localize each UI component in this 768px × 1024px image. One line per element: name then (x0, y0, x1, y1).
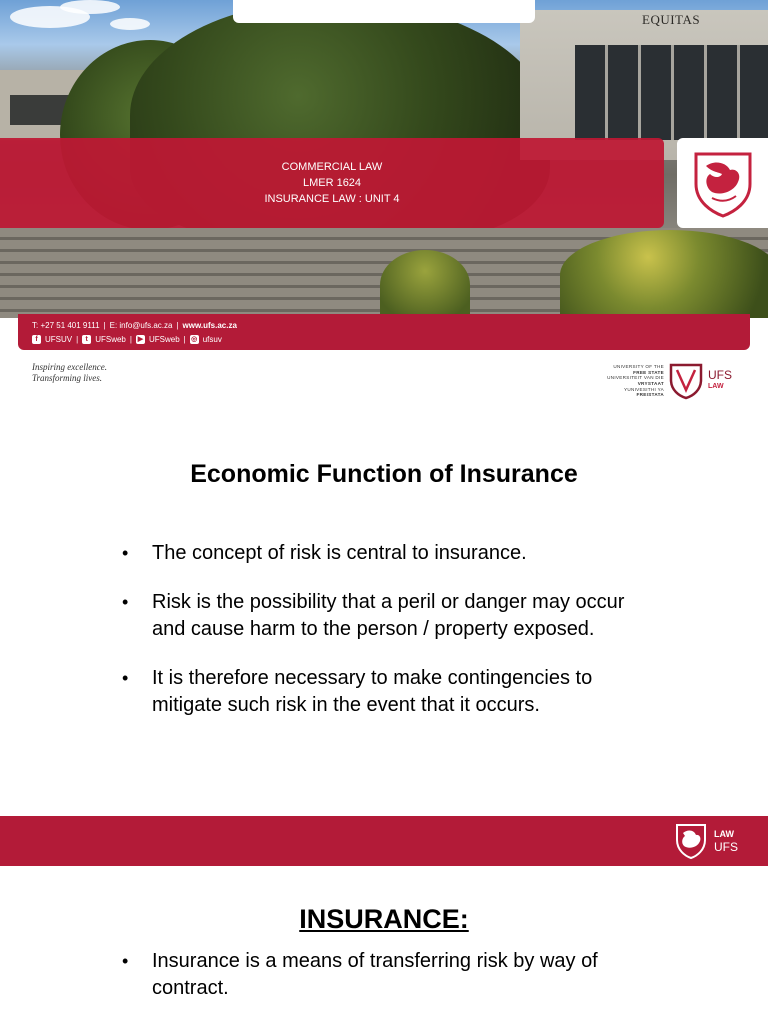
uni-line: VRYSTAAT (637, 381, 664, 386)
youtube-handle[interactable]: UFSweb (148, 334, 180, 344)
slogan-line-1: Inspiring excellence. (32, 362, 107, 372)
ufs-law-logo (590, 361, 750, 401)
uni-line: FREISTATA (636, 392, 664, 398)
building-sign: EQUITAS (642, 12, 701, 27)
bullet-list (120, 948, 660, 1024)
list-item: • Risk is the possibility that a peril or danger may occur and cause harm to the person / property exposed. (120, 589, 660, 643)
slogan (32, 362, 107, 384)
bullet-list (120, 540, 660, 741)
instagram-handle[interactable]: ufsuv (202, 334, 222, 344)
band-logo-ufs: UFS (714, 840, 738, 854)
instagram-icon: ◎ (191, 335, 198, 343)
economic-function-slide (0, 410, 768, 816)
uni-line: FREE STATE (633, 369, 664, 375)
contact-bar: T: +27 51 401 9111 | E: info@ufs.ac.za | www.ufs.ac.za f UFSUV | t UFSweb | ▶ UFSweb | ◎ ufsuv (18, 314, 750, 350)
brand-name: UFS (708, 368, 732, 382)
phone-number: T: +27 51 401 9111 (32, 320, 100, 330)
crest-logo (677, 138, 768, 228)
twitter-handle[interactable]: UFSweb (95, 334, 126, 344)
top-tab (233, 0, 535, 23)
list-item: • It is therefore necessary to make contingencies to mitigate such risk in the event that it occurs. (120, 665, 660, 719)
facebook-icon: f (32, 335, 41, 344)
email-address[interactable]: E: info@ufs.ac.za (109, 320, 173, 330)
shield-icon (690, 148, 756, 218)
law-ufs-logo (674, 822, 738, 860)
brand-faculty: LAW (708, 383, 724, 390)
insurance-slide (0, 866, 768, 1024)
course-name: COMMERCIAL LAW (281, 161, 383, 173)
slogan-line-2: Transforming lives. (32, 373, 103, 383)
youtube-icon: ▶ (137, 335, 144, 343)
band-logo-law: LAW (714, 829, 734, 839)
uni-line: YUNIVESITHI YA (623, 386, 664, 392)
facebook-handle[interactable]: UFSUV (45, 334, 73, 344)
title-band (0, 138, 664, 228)
course-code: LMER 1624 (302, 177, 362, 189)
slide-heading: INSURANCE: (299, 904, 469, 934)
crest-icon (674, 822, 708, 860)
uni-line: UNIVERSITY OF THE (613, 364, 664, 370)
list-item: • Insurance is a means of transferring risk by way of contract. (120, 948, 660, 1002)
slide-heading: Economic Function of Insurance (190, 460, 578, 488)
list-item: • The concept of risk is central to insurance. (120, 540, 660, 567)
unit-title: INSURANCE LAW : UNIT 4 (264, 193, 400, 205)
website-link[interactable]: www.ufs.ac.za (182, 320, 237, 330)
twitter-icon: t (82, 335, 91, 344)
ufs-crest-icon (668, 362, 704, 400)
slide-footer-band (0, 816, 768, 866)
university-name (590, 364, 664, 398)
uni-line: UNIVERSITEIT VAN DIE (607, 375, 664, 381)
title-slide (0, 0, 768, 410)
